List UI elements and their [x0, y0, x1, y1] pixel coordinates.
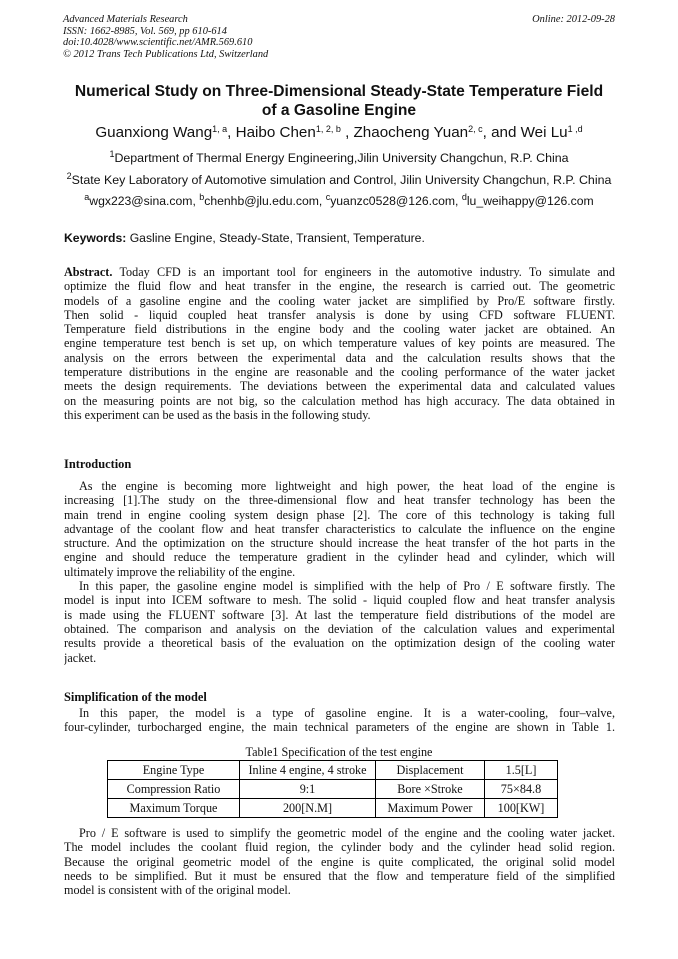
text-line: The model includes the coolant fluid region, the cylinder body and the cylinder head solid region.	[64, 840, 615, 855]
table-cell: 75×84.8	[485, 780, 558, 799]
text-line: As the engine is becoming more lightweight and high power, the heat load of the engine is	[79, 479, 615, 493]
text-line: results provide a theoretical basis of the evaluation on the optimization design of the cooling water	[64, 636, 615, 651]
paper-title	[40, 82, 638, 120]
text-line: Then solid - liquid coupled heat transfer analysis is done by using CFD software FLUENT.	[64, 307, 615, 322]
table-cell: Engine Type	[108, 761, 240, 780]
copyright: © 2012 Trans Tech Publications Ltd, Switzerland	[63, 48, 269, 60]
journal-header	[63, 14, 615, 60]
text-line: models of a gasoline engine and the cooling water jacket are simplified by Pro/E software firstly.	[64, 293, 615, 308]
table-row	[108, 780, 558, 799]
text-line: model is consistent with of the original model.	[64, 883, 291, 898]
author-list	[0, 124, 678, 142]
table-cell: Inline 4 engine, 4 stroke	[240, 761, 376, 780]
text-line: model is input into ICEM software to mesh. The solid - liquid coupled flow and heat transfer analysis	[64, 593, 615, 608]
title-line-2: of a Gasoline Engine	[261, 102, 417, 119]
keywords-text: Gasline Engine, Steady-State, Transient, Temperature.	[126, 231, 425, 245]
table-cell: Bore ×Stroke	[376, 780, 485, 799]
affiliation-1: $^1$Department of Thermal Energy Engineering,Jilin University Changchun, R.P. China	[109, 149, 569, 165]
issn: ISSN: 1662-8985, Vol. 569, pp 610-614	[63, 25, 227, 37]
text-line: jacket.	[64, 650, 97, 665]
text-line: Temperature field distributions in the engine body and the cooling water jacket are obtained. An	[64, 322, 615, 337]
table-cell: Maximum Torque	[108, 799, 240, 818]
table-cell: 200[N.M]	[240, 799, 376, 818]
text-line: advantage of the coolant flow and heat transfer characteristics to calculate the influence on the engine	[64, 521, 615, 536]
text-line: In this paper, the gasoline engine model is simplified with the help of Pro / E software firstly. The	[79, 579, 615, 594]
table-cell: 1.5[L]	[485, 761, 558, 780]
doi: doi:10.4028/www.scientific.net/AMR.569.610	[63, 37, 253, 49]
text-line: structure. And the optimization on the structure should increase the heat transfer of the hot parts in the	[64, 536, 615, 551]
text-line: increasing [1].The study on the three-dimensional flow and heat transfer technology has been the	[64, 493, 615, 508]
table-cell: 9:1	[240, 780, 376, 799]
text-line: main trend in engine cooling system design phase [2]. The core of this technology is taking full	[64, 507, 615, 522]
spec-table	[107, 760, 558, 818]
journal-name: Advanced Materials Research	[63, 14, 188, 25]
text-line: ultimately improve the reliability of the engine.	[64, 564, 296, 579]
simplification-body-2	[64, 826, 615, 897]
text-line: temperature distributions in the engine are reasonable and the cooling performance of the water jacket	[64, 365, 615, 380]
text-line: analysis on the errors between the experimental data and the calculation results shows that the	[64, 350, 615, 365]
author: Haibo Chen$^{1, 2, b}$ ,	[235, 124, 354, 141]
text-line: on the measuring points are not big, so the calculation method has high accuracy. The data obtained in	[64, 393, 615, 408]
email-list	[0, 194, 678, 208]
author: Zhaocheng Yuan$^{2, c}$, and	[353, 124, 521, 141]
text-line: optimize the fluid flow and heat transfer in the engine, the research is carried out. The geometric	[64, 279, 615, 294]
online-date: Online: 2012-09-28	[532, 14, 615, 25]
text-line: four-cylinder, turbocharged engine, the main technical parameters of the engine are shown in Table 1.	[64, 720, 615, 735]
email: $^c$yuanzc0528@126.com,	[325, 192, 462, 208]
title-line-1: Numerical Study on Three-Dimensional Steady-State Temperature Field	[74, 83, 604, 100]
email: $^a$wgx223@sina.com,	[84, 192, 200, 208]
text-line: needs to be simplified. But it must be ensured that the flow and temperature field of the simplified	[64, 868, 615, 883]
text-line: Abstract. Today CFD is an important tool for engineers in the automotive industry. To simulate and	[64, 265, 615, 279]
table-row	[108, 761, 558, 780]
text-line: is made using the FLUENT software [3]. At last the temperature field distributions of the model are	[64, 607, 615, 622]
table-caption: Table1 Specification of the test engine	[245, 745, 433, 759]
author: Guanxiong Wang$^{1, a}$,	[95, 124, 236, 141]
affiliation-2: $^2$State Key Laboratory of Automotive simulation and Control, Jilin University Changchun, R.P. China	[66, 171, 612, 187]
introduction-body	[64, 479, 615, 665]
text-line: Pro / E software is used to simplify the geometric model of the engine and the cooling water jacket.	[79, 826, 615, 840]
abstract	[64, 265, 615, 422]
text-line: engine temperature test bench is set up, on which temperature values of key points are measured. The	[64, 336, 615, 351]
author: Wei Lu$^{1 ,d}$	[520, 124, 583, 141]
text-line: engine and should reduce the temperature gradient in the cylinder head and cylinder, which will	[64, 550, 615, 565]
table-cell: Maximum Power	[376, 799, 485, 818]
email: $^b$chenhb@jlu.edu.com,	[199, 192, 326, 208]
text-line: obtained. The comparison and analysis on the deviation of the calculation values and experimental	[64, 621, 615, 636]
keywords-label: Keywords:	[64, 231, 127, 245]
email: $^d$lu_weihappy@126.com	[461, 192, 594, 208]
text-line: meets the design requirements. The deviations between the experimental data and calculated values	[64, 379, 615, 394]
table-cell: Displacement	[376, 761, 485, 780]
section-heading-introduction: Introduction	[64, 457, 132, 471]
keywords	[64, 231, 425, 245]
simplification-body-1	[64, 706, 615, 735]
text-line: In this paper, the model is a type of gasoline engine. It is a water-cooling, four–valve,	[79, 706, 615, 720]
text-line: this experiment can be used as the basis in the following study.	[64, 407, 371, 422]
text-line: Because the original geometric model of the engine is quite complicated, the original solid model	[64, 854, 615, 869]
table-cell: 100[KW]	[485, 799, 558, 818]
table-cell: Compression Ratio	[108, 780, 240, 799]
table-row	[108, 799, 558, 818]
section-heading-simplification: Simplification of the model	[64, 690, 207, 704]
abstract-label: Abstract.	[64, 265, 113, 279]
